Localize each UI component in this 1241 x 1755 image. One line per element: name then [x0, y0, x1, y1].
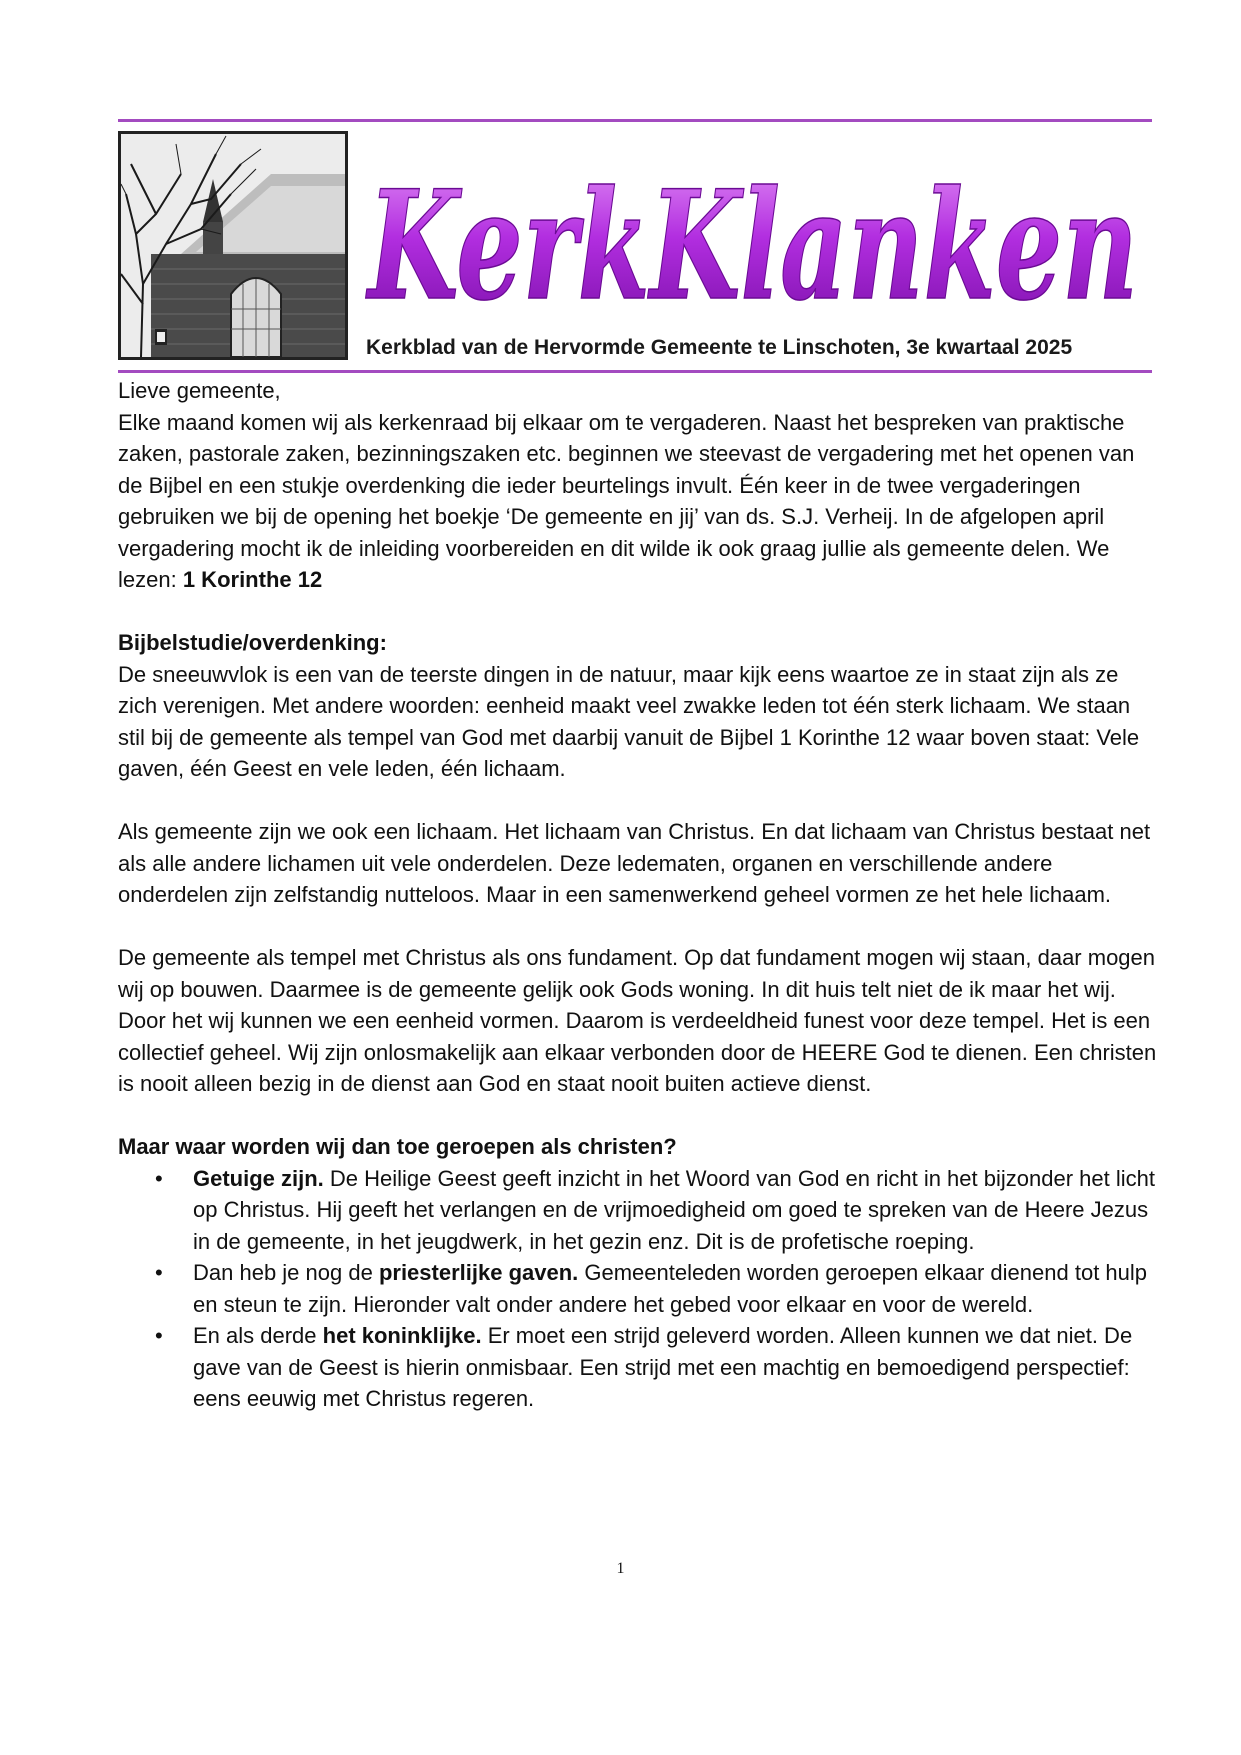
masthead-subtitle: Kerkblad van de Hervormde Gemeente te Linschoten, 3e kwartaal 2025 — [366, 336, 1073, 359]
calling-heading: Maar waar worden wij dan toe geroepen als christen? — [118, 1134, 677, 1159]
salutation: Lieve gemeente, — [118, 378, 281, 403]
list-item-text: Gemeenteleden worden geroepen elkaar dienend tot hulp en steun te zijn. Hieronder valt onder andere het gebed voor elkaar en voor de wereld. — [193, 1260, 1148, 1317]
list-item-text-before: Dan heb je nog de — [193, 1260, 379, 1285]
paragraph-snowflake: De sneeuwvlok is een van de teerste dingen in de natuur, maar kijk eens waartoe ze in staat zijn als ze zich verenigen. Met andere woorden: eenheid maakt veel zwakke leden tot één sterk lichaam. We staan stil bij de gemeente als tempel van God met daarbij vanuit de Bijbel 1 Korinthe 12 waar boven staat: Vele gaven, één Geest en vele leden, één lichaam. — [118, 661, 1140, 781]
masthead-logo — [360, 128, 1152, 336]
article-body — [118, 375, 1158, 1415]
paragraph-body-of-christ: Als gemeente zijn we ook een lichaam. Het lichaam van Christus. En dat lichaam van Christus bestaat net als alle andere lichamen uit vele onderdelen. Deze ledematen, organen en verschillende andere onderdelen zijn zelfstandig nutteloos. Maar in een samenwerkend geheel vormen ze het hele lichaam. — [118, 819, 1151, 907]
intro-text: Elke maand komen wij als kerkenraad bij elkaar om te vergaderen. Naast het bespreken van praktische zaken, pastorale zaken, bezinningszaken etc. beginnen we steevast de vergadering met het openen van de Bijbel en een stukje overdenking die ieder beurtelings invult. Één keer in de twee vergaderingen gebruiken we bij de opening het boekje ‘De gemeente en jij’ van ds. S.J. Verheij. In de afgelopen april vergadering mocht ik de inleiding voorbereiden en dit wilde ik ook graag jullie als gemeente delen. We lezen: — [118, 409, 1135, 592]
header-top-rule — [118, 119, 1152, 122]
list-item-text: De Heilige Geest geeft inzicht in het Woord van God en richt in het bijzonder het licht op Christus. Hij geeft het verlangen en de vrijmoedigheid om goed te spreken van de Heere Jezus in de gemeente, in het jeugdwerk, in het gezin enz. Dit is de profetische roeping. — [193, 1165, 1155, 1254]
list-item-emphasis: priesterlijke gaven. — [378, 1260, 579, 1285]
list-item-text: Er moet een strijd geleverd worden. Alleen kunnen we dat niet. De gave van de Geest is hierin onmisbaar. Een strijd met een machtig en bemoedigend perspectief: eens eeuwig met Christus regeren. — [193, 1323, 1133, 1411]
page-number: 1 — [616, 1560, 625, 1577]
list-item-emphasis: Getuige zijn. — [193, 1165, 324, 1191]
reading-reference: 1 Korinthe 12 — [182, 567, 323, 592]
logo-text: KerkKlanken — [365, 158, 1138, 334]
calling-list — [118, 1163, 1158, 1415]
header-bottom-rule — [118, 370, 1152, 373]
intro-paragraph — [118, 407, 1158, 596]
list-item — [193, 1163, 1158, 1258]
list-item-text-before: En als derde — [193, 1323, 323, 1348]
church-photo — [118, 131, 348, 360]
paragraph-temple: De gemeente als tempel met Christus als ons fundament. Op dat fundament mogen wij staan, daar mogen wij op bouwen. Daarmee is de gemeente gelijk ook Gods woning. In dit huis telt niet de ik maar het wij. Door het wij kunnen we een eenheid vormen. Daarom is verdeeldheid funest voor deze tempel. Het is een collectief geheel. Wij zijn onlosmakelijk aan elkaar verbonden door de HEERE God te dienen. Een christen is nooit alleen bezig in de dienst aan God en staat nooit buiten actieve dienst. — [118, 945, 1157, 1096]
list-item — [193, 1257, 1158, 1320]
list-item-emphasis: het koninklijke. — [322, 1323, 482, 1348]
study-heading: Bijbelstudie/overdenking: — [118, 630, 387, 655]
list-item — [193, 1320, 1158, 1415]
